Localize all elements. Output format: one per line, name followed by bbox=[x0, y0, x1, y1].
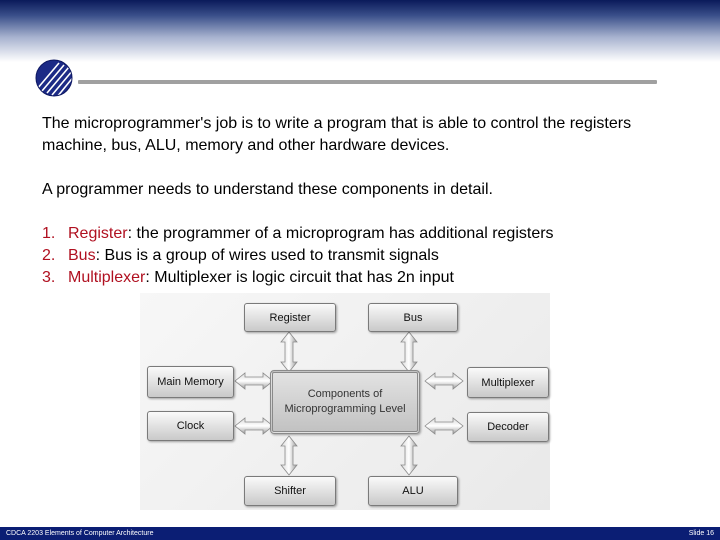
arrow-shifter bbox=[281, 436, 297, 475]
main-memory-box: Main Memory bbox=[147, 366, 234, 398]
striped-globe-icon bbox=[35, 59, 73, 97]
numbered-list bbox=[42, 223, 682, 289]
list-item bbox=[42, 267, 682, 289]
list-term: Multiplexer bbox=[68, 269, 146, 286]
header-gradient-band bbox=[0, 0, 720, 62]
list-term: Register bbox=[68, 225, 128, 242]
shifter-box: Shifter bbox=[244, 476, 336, 506]
center-components-box: Components of Microprogramming Level bbox=[270, 370, 420, 434]
list-item bbox=[42, 223, 682, 245]
footer-bar bbox=[0, 527, 720, 540]
title-divider bbox=[78, 80, 657, 84]
list-text: : Multiplexer is logic circuit that has 2n input bbox=[145, 269, 454, 286]
arrow-multiplexer bbox=[425, 373, 463, 389]
alu-box: ALU bbox=[368, 476, 458, 506]
list-text: : Bus is a group of wires used to transmit signals bbox=[95, 247, 439, 264]
list-number: 2. bbox=[42, 247, 56, 264]
arrow-bus bbox=[401, 332, 417, 372]
arrow-main-memory bbox=[235, 373, 273, 389]
list-number: 3. bbox=[42, 269, 56, 286]
arrow-clock bbox=[235, 418, 273, 434]
second-paragraph: A programmer needs to understand these components in detail. bbox=[42, 181, 493, 198]
slide-body bbox=[42, 113, 682, 289]
slide-number: Slide 16 bbox=[688, 530, 714, 537]
bus-box: Bus bbox=[368, 303, 458, 332]
list-text: : the programmer of a microprogram has additional registers bbox=[127, 225, 554, 242]
multiplexer-box: Multiplexer bbox=[467, 367, 549, 398]
arrow-register bbox=[281, 332, 297, 372]
register-box: Register bbox=[244, 303, 336, 332]
list-number: 1. bbox=[42, 225, 56, 242]
intro-paragraph: The microprogrammer's job is to write a program that is able to control the registers machine, bus, ALU, memory and other hardware devices. bbox=[42, 115, 632, 154]
decoder-box: Decoder bbox=[467, 412, 549, 442]
arrow-decoder bbox=[425, 418, 463, 434]
components-diagram bbox=[140, 293, 550, 510]
list-item bbox=[42, 245, 682, 267]
clock-box: Clock bbox=[147, 411, 234, 441]
arrow-alu bbox=[401, 436, 417, 475]
list-term: Bus bbox=[68, 247, 96, 264]
course-title: CDCA 2203 Elements of Computer Architecture bbox=[6, 530, 154, 537]
